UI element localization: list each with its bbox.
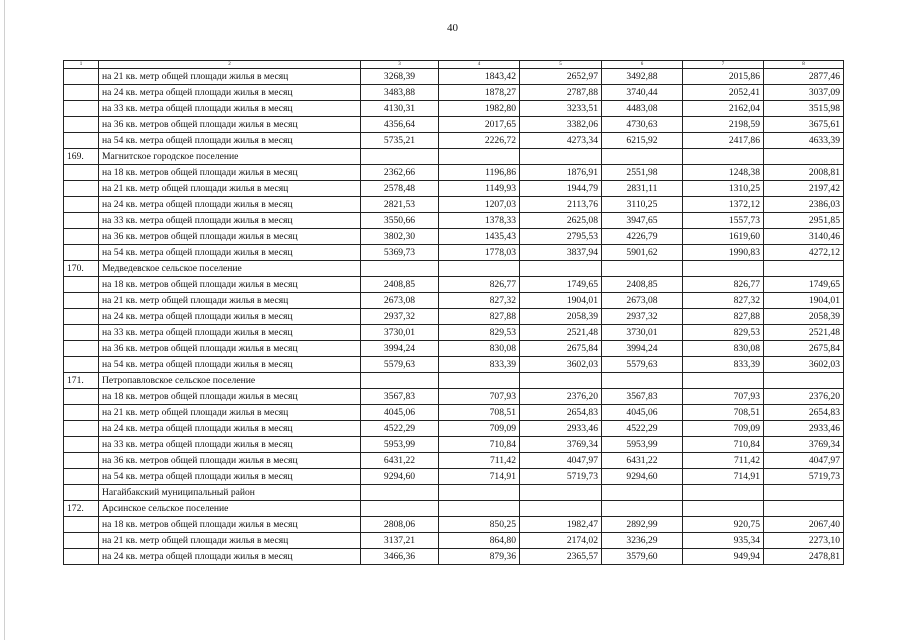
row-number bbox=[64, 69, 99, 85]
row-number bbox=[64, 341, 99, 357]
value-cell-col4: 708,51 bbox=[439, 405, 520, 421]
row-number bbox=[64, 197, 99, 213]
value-cell-col3: 4356,64 bbox=[361, 117, 439, 133]
table-row bbox=[64, 421, 844, 437]
value-cell-col4: 827,88 bbox=[439, 309, 520, 325]
value-cell-col6: 2551,98 bbox=[602, 165, 683, 181]
row-number bbox=[64, 517, 99, 533]
value-cell-col5: 1876,91 bbox=[520, 165, 602, 181]
value-cell-col7 bbox=[683, 501, 764, 517]
value-cell-col5: 2652,97 bbox=[520, 69, 602, 85]
table-row bbox=[64, 357, 844, 373]
row-number bbox=[64, 389, 99, 405]
value-cell-col8: 2478,81 bbox=[764, 549, 844, 565]
row-description: на 54 кв. метра общей площади жилья в месяц bbox=[99, 469, 361, 485]
value-cell-col6: 3236,29 bbox=[602, 533, 683, 549]
row-description: на 24 кв. метра общей площади жилья в месяц bbox=[99, 421, 361, 437]
value-cell-col3: 5579,63 bbox=[361, 357, 439, 373]
value-cell-col7: 1310,25 bbox=[683, 181, 764, 197]
value-cell-col3: 2821,53 bbox=[361, 197, 439, 213]
value-cell-col8: 1904,01 bbox=[764, 293, 844, 309]
section-row bbox=[64, 501, 844, 517]
value-cell-col3: 3466,36 bbox=[361, 549, 439, 565]
row-number bbox=[64, 357, 99, 373]
value-cell-col4: 709,09 bbox=[439, 421, 520, 437]
value-cell-col5: 5719,73 bbox=[520, 469, 602, 485]
value-cell-col3: 3550,66 bbox=[361, 213, 439, 229]
value-cell-col8: 2058,39 bbox=[764, 309, 844, 325]
value-cell-col7 bbox=[683, 261, 764, 277]
value-cell-col5 bbox=[520, 501, 602, 517]
value-cell-col6: 5579,63 bbox=[602, 357, 683, 373]
section-row bbox=[64, 149, 844, 165]
value-cell-col5: 2113,76 bbox=[520, 197, 602, 213]
value-cell-col7: 827,32 bbox=[683, 293, 764, 309]
value-cell-col8: 2933,46 bbox=[764, 421, 844, 437]
table-row bbox=[64, 341, 844, 357]
row-description: на 33 кв. метра общей площади жилья в месяц bbox=[99, 325, 361, 341]
value-cell-col7: 1619,60 bbox=[683, 229, 764, 245]
value-cell-col6: 4226,79 bbox=[602, 229, 683, 245]
row-description: на 33 кв. метра общей площади жилья в месяц bbox=[99, 101, 361, 117]
value-cell-col8: 3675,61 bbox=[764, 117, 844, 133]
value-cell-col4 bbox=[439, 373, 520, 389]
column-number-header: 7 bbox=[683, 61, 764, 69]
value-cell-col4: 1435,43 bbox=[439, 229, 520, 245]
row-description: на 36 кв. метров общей площади жилья в месяц bbox=[99, 117, 361, 133]
value-cell-col3 bbox=[361, 373, 439, 389]
value-cell-col5 bbox=[520, 261, 602, 277]
value-cell-col6: 4045,06 bbox=[602, 405, 683, 421]
row-description: на 36 кв. метров общей площади жилья в месяц bbox=[99, 229, 361, 245]
value-cell-col3: 2673,08 bbox=[361, 293, 439, 309]
column-number-header: 1 bbox=[64, 61, 99, 69]
table-row bbox=[64, 405, 844, 421]
section-row bbox=[64, 373, 844, 389]
value-cell-col8: 2008,81 bbox=[764, 165, 844, 181]
page-number: 40 bbox=[447, 22, 458, 34]
value-cell-col3: 9294,60 bbox=[361, 469, 439, 485]
value-cell-col5 bbox=[520, 485, 602, 501]
value-cell-col6: 2937,32 bbox=[602, 309, 683, 325]
section-title: Арсинское сельское поселение bbox=[99, 501, 361, 517]
table-row bbox=[64, 85, 844, 101]
row-number bbox=[64, 85, 99, 101]
value-cell-col4: 864,80 bbox=[439, 533, 520, 549]
value-cell-col5 bbox=[520, 149, 602, 165]
row-description: на 21 кв. метр общей площади жилья в месяц bbox=[99, 69, 361, 85]
value-cell-col5: 2174,02 bbox=[520, 533, 602, 549]
row-description: на 18 кв. метров общей площади жилья в месяц bbox=[99, 277, 361, 293]
row-number bbox=[64, 101, 99, 117]
row-number bbox=[64, 309, 99, 325]
value-cell-col3: 6431,22 bbox=[361, 453, 439, 469]
value-cell-col3 bbox=[361, 485, 439, 501]
table-row bbox=[64, 117, 844, 133]
section-row bbox=[64, 485, 844, 501]
table-row bbox=[64, 437, 844, 453]
value-cell-col4: 1378,33 bbox=[439, 213, 520, 229]
value-cell-col7: 710,84 bbox=[683, 437, 764, 453]
value-cell-col4: 827,32 bbox=[439, 293, 520, 309]
value-cell-col3: 3802,30 bbox=[361, 229, 439, 245]
row-number bbox=[64, 549, 99, 565]
value-cell-col8: 2654,83 bbox=[764, 405, 844, 421]
table-row bbox=[64, 197, 844, 213]
value-cell-col8 bbox=[764, 485, 844, 501]
row-number bbox=[64, 165, 99, 181]
value-cell-col3: 4522,29 bbox=[361, 421, 439, 437]
value-cell-col8: 2067,40 bbox=[764, 517, 844, 533]
table-row bbox=[64, 213, 844, 229]
value-cell-col4: 711,42 bbox=[439, 453, 520, 469]
value-cell-col3 bbox=[361, 261, 439, 277]
value-cell-col7: 2417,86 bbox=[683, 133, 764, 149]
table-row bbox=[64, 517, 844, 533]
value-cell-col4: 1149,93 bbox=[439, 181, 520, 197]
value-cell-col6: 3110,25 bbox=[602, 197, 683, 213]
value-cell-col3: 2408,85 bbox=[361, 277, 439, 293]
value-cell-col4: 710,84 bbox=[439, 437, 520, 453]
value-cell-col8: 3515,98 bbox=[764, 101, 844, 117]
value-cell-col6 bbox=[602, 373, 683, 389]
page-left-edge bbox=[4, 0, 5, 640]
value-cell-col5: 2521,48 bbox=[520, 325, 602, 341]
value-cell-col4: 830,08 bbox=[439, 341, 520, 357]
value-cell-col7 bbox=[683, 485, 764, 501]
value-cell-col8: 2675,84 bbox=[764, 341, 844, 357]
value-cell-col4: 1778,03 bbox=[439, 245, 520, 261]
value-cell-col3: 4045,06 bbox=[361, 405, 439, 421]
value-cell-col6: 3567,83 bbox=[602, 389, 683, 405]
value-cell-col6: 4730,63 bbox=[602, 117, 683, 133]
value-cell-col6: 2408,85 bbox=[602, 277, 683, 293]
row-number bbox=[64, 245, 99, 261]
value-cell-col4: 1843,42 bbox=[439, 69, 520, 85]
row-description: на 33 кв. метра общей площади жилья в месяц bbox=[99, 213, 361, 229]
row-description: на 36 кв. метров общей площади жилья в месяц bbox=[99, 453, 361, 469]
table-row bbox=[64, 549, 844, 565]
value-cell-col6: 6215,92 bbox=[602, 133, 683, 149]
value-cell-col5: 1982,47 bbox=[520, 517, 602, 533]
value-cell-col7: 714,91 bbox=[683, 469, 764, 485]
value-cell-col7: 1372,12 bbox=[683, 197, 764, 213]
value-cell-col8: 2951,85 bbox=[764, 213, 844, 229]
table-row bbox=[64, 325, 844, 341]
value-cell-col8 bbox=[764, 501, 844, 517]
value-cell-col6 bbox=[602, 149, 683, 165]
value-cell-col5: 1944,79 bbox=[520, 181, 602, 197]
value-cell-col6: 4483,08 bbox=[602, 101, 683, 117]
value-cell-col4: 833,39 bbox=[439, 357, 520, 373]
table-row bbox=[64, 101, 844, 117]
value-cell-col5: 3382,06 bbox=[520, 117, 602, 133]
value-cell-col7 bbox=[683, 373, 764, 389]
value-cell-col4 bbox=[439, 261, 520, 277]
value-cell-col7: 826,77 bbox=[683, 277, 764, 293]
value-cell-col5: 2625,08 bbox=[520, 213, 602, 229]
value-cell-col4: 879,36 bbox=[439, 549, 520, 565]
value-cell-col3 bbox=[361, 149, 439, 165]
value-cell-col7: 833,39 bbox=[683, 357, 764, 373]
value-cell-col4: 1196,86 bbox=[439, 165, 520, 181]
table-row bbox=[64, 453, 844, 469]
value-cell-col4: 850,25 bbox=[439, 517, 520, 533]
value-cell-col7 bbox=[683, 149, 764, 165]
row-number bbox=[64, 533, 99, 549]
value-cell-col3: 2362,66 bbox=[361, 165, 439, 181]
value-cell-col7: 1248,38 bbox=[683, 165, 764, 181]
row-description: на 21 кв. метр общей площади жилья в месяц bbox=[99, 533, 361, 549]
value-cell-col4: 826,77 bbox=[439, 277, 520, 293]
value-cell-col4: 707,93 bbox=[439, 389, 520, 405]
value-cell-col8: 5719,73 bbox=[764, 469, 844, 485]
value-cell-col6: 5953,99 bbox=[602, 437, 683, 453]
row-number: 169. bbox=[64, 149, 99, 165]
row-number bbox=[64, 421, 99, 437]
value-cell-col3: 2937,32 bbox=[361, 309, 439, 325]
value-cell-col5 bbox=[520, 373, 602, 389]
value-cell-col5: 2675,84 bbox=[520, 341, 602, 357]
value-cell-col8: 3602,03 bbox=[764, 357, 844, 373]
value-cell-col6: 2831,11 bbox=[602, 181, 683, 197]
value-cell-col8: 2521,48 bbox=[764, 325, 844, 341]
value-cell-col7: 2015,86 bbox=[683, 69, 764, 85]
value-cell-col5: 2654,83 bbox=[520, 405, 602, 421]
row-number bbox=[64, 293, 99, 309]
value-cell-col8: 2376,20 bbox=[764, 389, 844, 405]
value-cell-col4: 2226,72 bbox=[439, 133, 520, 149]
value-cell-col3: 5953,99 bbox=[361, 437, 439, 453]
value-cell-col3: 3483,88 bbox=[361, 85, 439, 101]
row-description: на 21 кв. метр общей площади жилья в месяц bbox=[99, 181, 361, 197]
value-cell-col7: 1990,83 bbox=[683, 245, 764, 261]
column-number-header: 2 bbox=[99, 61, 361, 69]
value-cell-col4: 714,91 bbox=[439, 469, 520, 485]
table-row bbox=[64, 389, 844, 405]
section-row bbox=[64, 261, 844, 277]
value-cell-col6: 3492,88 bbox=[602, 69, 683, 85]
value-cell-col8: 2877,46 bbox=[764, 69, 844, 85]
row-description: на 33 кв. метра общей площади жилья в месяц bbox=[99, 437, 361, 453]
value-cell-col7: 708,51 bbox=[683, 405, 764, 421]
value-cell-col6: 6431,22 bbox=[602, 453, 683, 469]
value-cell-col6 bbox=[602, 501, 683, 517]
value-cell-col6: 2673,08 bbox=[602, 293, 683, 309]
value-cell-col5: 2933,46 bbox=[520, 421, 602, 437]
value-cell-col4: 2017,65 bbox=[439, 117, 520, 133]
row-number bbox=[64, 213, 99, 229]
value-cell-col7: 829,53 bbox=[683, 325, 764, 341]
section-title: Петропавловское сельское поселение bbox=[99, 373, 361, 389]
value-cell-col8: 3140,46 bbox=[764, 229, 844, 245]
column-number-header: 3 bbox=[361, 61, 439, 69]
value-cell-col6: 9294,60 bbox=[602, 469, 683, 485]
value-cell-col7: 711,42 bbox=[683, 453, 764, 469]
table-row bbox=[64, 133, 844, 149]
row-number bbox=[64, 453, 99, 469]
row-number bbox=[64, 485, 99, 501]
table-row bbox=[64, 469, 844, 485]
row-number: 171. bbox=[64, 373, 99, 389]
section-title: Нагайбакский муниципальный район bbox=[99, 485, 361, 501]
value-cell-col3: 3994,24 bbox=[361, 341, 439, 357]
value-cell-col6: 5901,62 bbox=[602, 245, 683, 261]
column-number-header: 5 bbox=[520, 61, 602, 69]
row-number bbox=[64, 437, 99, 453]
value-cell-col4: 1982,80 bbox=[439, 101, 520, 117]
value-cell-col8: 3037,09 bbox=[764, 85, 844, 101]
value-cell-col5: 1904,01 bbox=[520, 293, 602, 309]
value-cell-col7: 2198,59 bbox=[683, 117, 764, 133]
row-number bbox=[64, 117, 99, 133]
section-title: Медведевское сельское поселение bbox=[99, 261, 361, 277]
table-row bbox=[64, 293, 844, 309]
value-cell-col8: 2197,42 bbox=[764, 181, 844, 197]
value-cell-col8: 4047,97 bbox=[764, 453, 844, 469]
row-number: 172. bbox=[64, 501, 99, 517]
value-cell-col6: 3730,01 bbox=[602, 325, 683, 341]
table-row bbox=[64, 165, 844, 181]
value-cell-col4: 829,53 bbox=[439, 325, 520, 341]
value-cell-col6 bbox=[602, 485, 683, 501]
value-cell-col6: 2892,99 bbox=[602, 517, 683, 533]
value-cell-col3: 3730,01 bbox=[361, 325, 439, 341]
value-cell-col8: 4272,12 bbox=[764, 245, 844, 261]
value-cell-col5: 3602,03 bbox=[520, 357, 602, 373]
value-cell-col7: 935,34 bbox=[683, 533, 764, 549]
value-cell-col7: 707,93 bbox=[683, 389, 764, 405]
value-cell-col8: 1749,65 bbox=[764, 277, 844, 293]
value-cell-col5: 2795,53 bbox=[520, 229, 602, 245]
value-cell-col3: 2578,48 bbox=[361, 181, 439, 197]
value-cell-col4: 1207,03 bbox=[439, 197, 520, 213]
value-cell-col8 bbox=[764, 261, 844, 277]
value-cell-col6: 3579,60 bbox=[602, 549, 683, 565]
value-cell-col8: 2273,10 bbox=[764, 533, 844, 549]
value-cell-col6: 3947,65 bbox=[602, 213, 683, 229]
value-cell-col6: 4522,29 bbox=[602, 421, 683, 437]
value-cell-col3: 3268,39 bbox=[361, 69, 439, 85]
row-description: на 24 кв. метра общей площади жилья в месяц bbox=[99, 197, 361, 213]
table-row bbox=[64, 245, 844, 261]
value-cell-col8: 2386,03 bbox=[764, 197, 844, 213]
value-cell-col8: 4633,39 bbox=[764, 133, 844, 149]
value-cell-col6 bbox=[602, 261, 683, 277]
value-cell-col5: 3769,34 bbox=[520, 437, 602, 453]
value-cell-col8 bbox=[764, 149, 844, 165]
row-description: на 36 кв. метров общей площади жилья в месяц bbox=[99, 341, 361, 357]
row-description: на 24 кв. метра общей площади жилья в месяц bbox=[99, 85, 361, 101]
column-number-header: 4 bbox=[439, 61, 520, 69]
value-cell-col4 bbox=[439, 149, 520, 165]
value-cell-col5: 2376,20 bbox=[520, 389, 602, 405]
section-title: Магнитское городское поселение bbox=[99, 149, 361, 165]
row-description: на 54 кв. метра общей площади жилья в месяц bbox=[99, 357, 361, 373]
value-cell-col7: 827,88 bbox=[683, 309, 764, 325]
value-cell-col5: 4273,34 bbox=[520, 133, 602, 149]
row-description: на 24 кв. метра общей площади жилья в месяц bbox=[99, 549, 361, 565]
value-cell-col3 bbox=[361, 501, 439, 517]
value-cell-col3: 4130,31 bbox=[361, 101, 439, 117]
row-number bbox=[64, 405, 99, 421]
value-cell-col5: 1749,65 bbox=[520, 277, 602, 293]
column-number-header: 8 bbox=[764, 61, 844, 69]
value-cell-col5: 3233,51 bbox=[520, 101, 602, 117]
value-cell-col7: 1557,73 bbox=[683, 213, 764, 229]
value-cell-col4: 1878,27 bbox=[439, 85, 520, 101]
row-description: на 18 кв. метров общей площади жилья в месяц bbox=[99, 517, 361, 533]
value-cell-col8: 3769,34 bbox=[764, 437, 844, 453]
value-cell-col5: 2787,88 bbox=[520, 85, 602, 101]
row-number bbox=[64, 469, 99, 485]
value-cell-col3: 2808,06 bbox=[361, 517, 439, 533]
row-description: на 21 кв. метр общей площади жилья в месяц bbox=[99, 405, 361, 421]
row-description: на 54 кв. метра общей площади жилья в месяц bbox=[99, 245, 361, 261]
value-cell-col3: 3567,83 bbox=[361, 389, 439, 405]
row-description: на 18 кв. метров общей площади жилья в месяц bbox=[99, 389, 361, 405]
table-row bbox=[64, 533, 844, 549]
value-cell-col4 bbox=[439, 485, 520, 501]
column-number-header: 6 bbox=[602, 61, 683, 69]
value-cell-col7: 2162,04 bbox=[683, 101, 764, 117]
value-cell-col3: 5369,73 bbox=[361, 245, 439, 261]
value-cell-col7: 920,75 bbox=[683, 517, 764, 533]
row-number bbox=[64, 325, 99, 341]
table-body bbox=[64, 61, 844, 565]
column-number-header-row bbox=[64, 61, 844, 69]
value-cell-col5: 2365,57 bbox=[520, 549, 602, 565]
table-row bbox=[64, 181, 844, 197]
value-cell-col3: 3137,21 bbox=[361, 533, 439, 549]
row-description: на 21 кв. метр общей площади жилья в месяц bbox=[99, 293, 361, 309]
value-cell-col5: 3837,94 bbox=[520, 245, 602, 261]
row-number bbox=[64, 133, 99, 149]
table-row bbox=[64, 309, 844, 325]
tariff-table bbox=[63, 60, 844, 565]
value-cell-col6: 3994,24 bbox=[602, 341, 683, 357]
row-number bbox=[64, 181, 99, 197]
value-cell-col4 bbox=[439, 501, 520, 517]
value-cell-col7: 2052,41 bbox=[683, 85, 764, 101]
value-cell-col5: 4047,97 bbox=[520, 453, 602, 469]
table-row bbox=[64, 69, 844, 85]
value-cell-col7: 949,94 bbox=[683, 549, 764, 565]
table-row bbox=[64, 277, 844, 293]
row-number: 170. bbox=[64, 261, 99, 277]
value-cell-col6: 3740,44 bbox=[602, 85, 683, 101]
row-number bbox=[64, 277, 99, 293]
row-description: на 24 кв. метра общей площади жилья в месяц bbox=[99, 309, 361, 325]
value-cell-col7: 709,09 bbox=[683, 421, 764, 437]
row-description: на 54 кв. метра общей площади жилья в месяц bbox=[99, 133, 361, 149]
value-cell-col3: 5735,21 bbox=[361, 133, 439, 149]
value-cell-col8 bbox=[764, 373, 844, 389]
value-cell-col5: 2058,39 bbox=[520, 309, 602, 325]
row-description: на 18 кв. метров общей площади жилья в месяц bbox=[99, 165, 361, 181]
row-number bbox=[64, 229, 99, 245]
table-row bbox=[64, 229, 844, 245]
value-cell-col7: 830,08 bbox=[683, 341, 764, 357]
